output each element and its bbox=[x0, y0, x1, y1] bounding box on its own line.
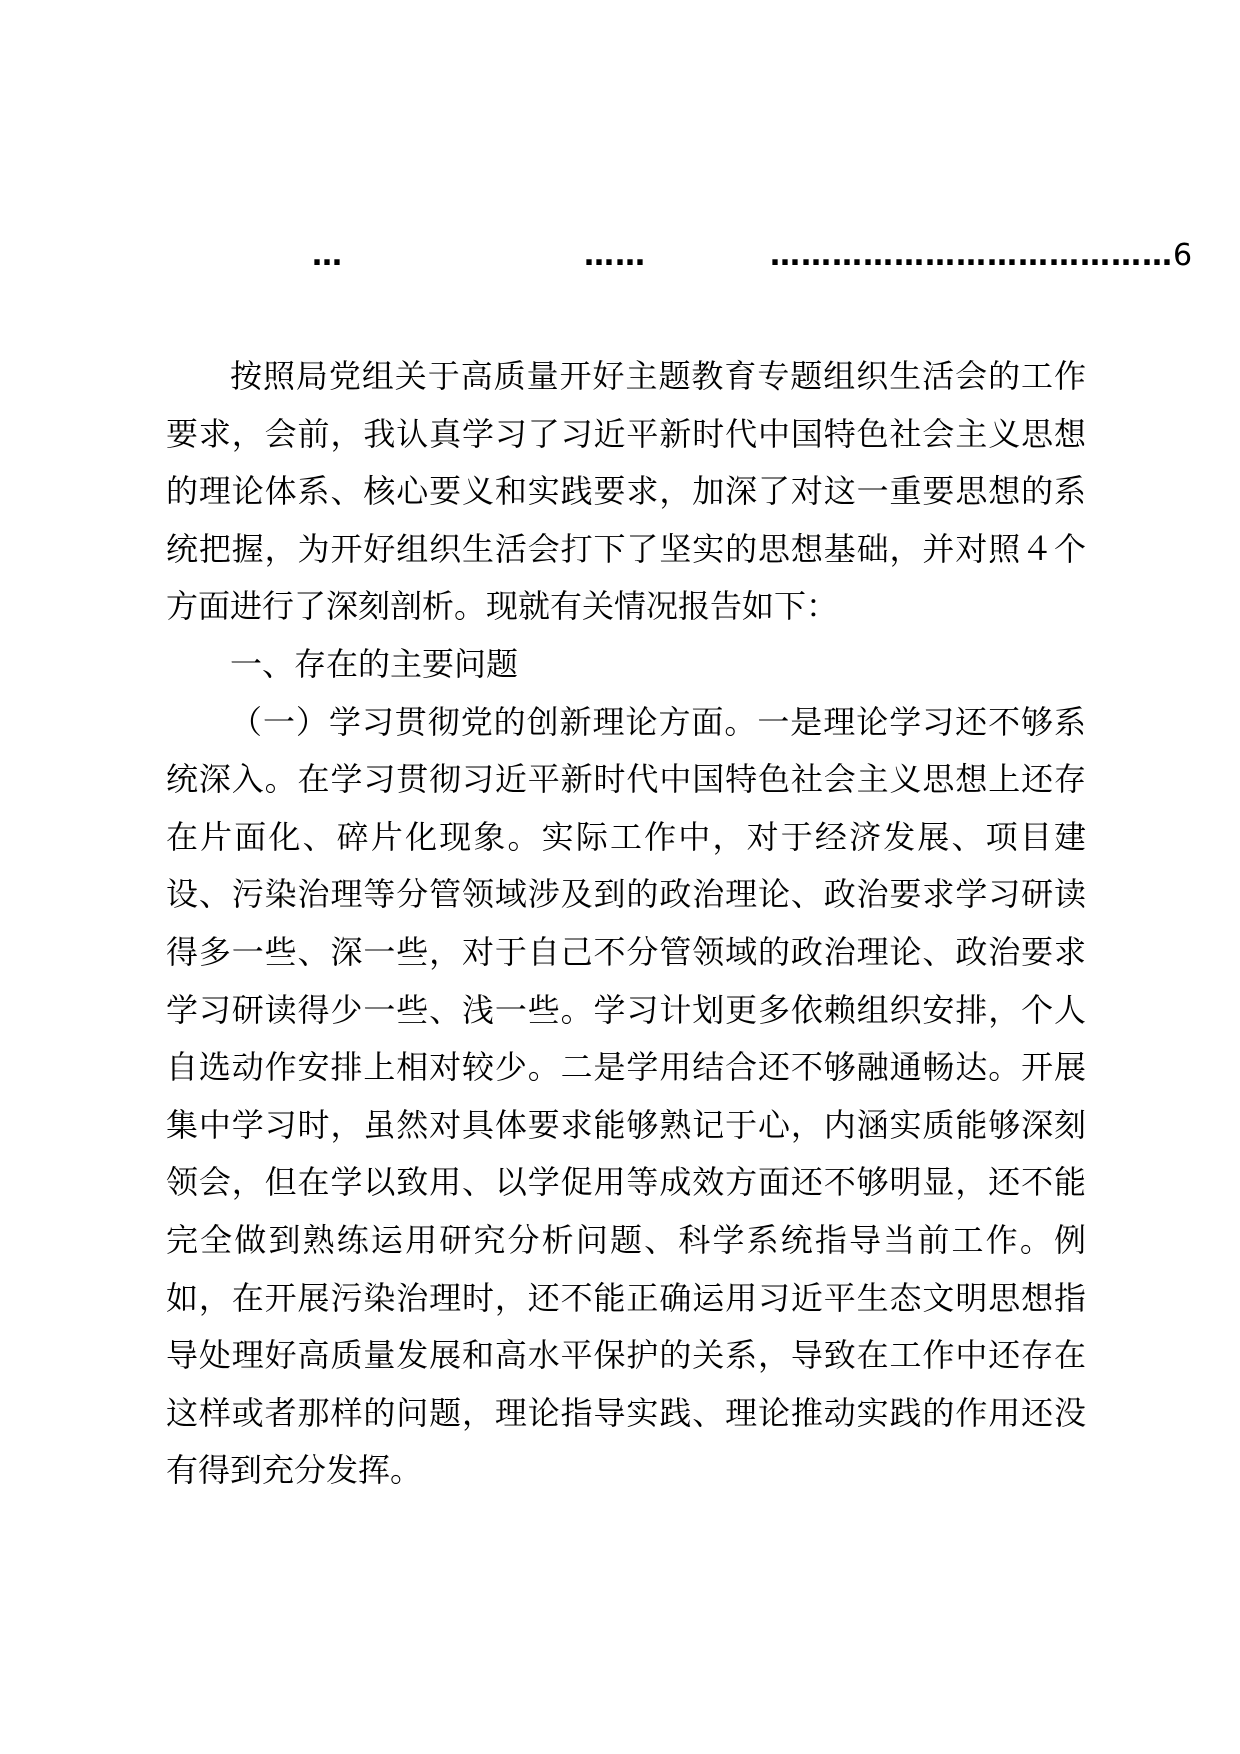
toc-leader-dots: …… bbox=[584, 238, 646, 273]
intro-paragraph: 按照局党组关于高质量开好主题教育专题组织生活会的工作要求，会前，我认真学习了习近平新时代中国特色社会主义思想的理论体系、核心要义和实践要求，加深了对这一重要思想的系统把握，为开好组织生活会打下了坚实的思想基础，并对照４个方面进行了深刻剖析。现就有关情况报告如下： bbox=[166, 357, 1086, 626]
toc-entry bbox=[0, 238, 1240, 288]
section-heading: 一、存在的主要问题 bbox=[230, 644, 519, 683]
toc-leader-dots: … bbox=[312, 238, 343, 273]
toc-page-number: 6 bbox=[1173, 238, 1194, 273]
toc-leader-dots-with-page bbox=[770, 238, 1193, 273]
body-text bbox=[166, 348, 1086, 1500]
toc-leader-dots: ………………………………… bbox=[770, 238, 1173, 273]
section-paragraph: （一）学习贯彻党的创新理论方面。一是理论学习还不够系统深入。在学习贯彻习近平新时代中国特色社会主义思想上还存在片面化、碎片化现象。实际工作中，对于经济发展、项目建设、污染治理等分管领域涉及到的政治理论、政治要求学习研读得多一些、深一些，对于自己不分管领域的政治理论、政治要求学习研读得少一些、浅一些。学习计划更多依赖组织安排，个人自选动作安排上相对较少。二是学用结合还不够融通畅达。开展集中学习时，虽然对具体要求能够熟记于心，内涵实质能够深刻领会，但在学以致用、以学促用等成效方面还不够明显，还不能完全做到熟练运用研究分析问题、科学系统指导当前工作。例如，在开展污染治理时，还不能正确运用习近平生态文明思想指导处理好高质量发展和高水平保护的关系，导致在工作中还存在这样或者那样的问题，理论指导实践、理论推动实践的作用还没有得到充分发挥。 bbox=[166, 702, 1086, 1490]
